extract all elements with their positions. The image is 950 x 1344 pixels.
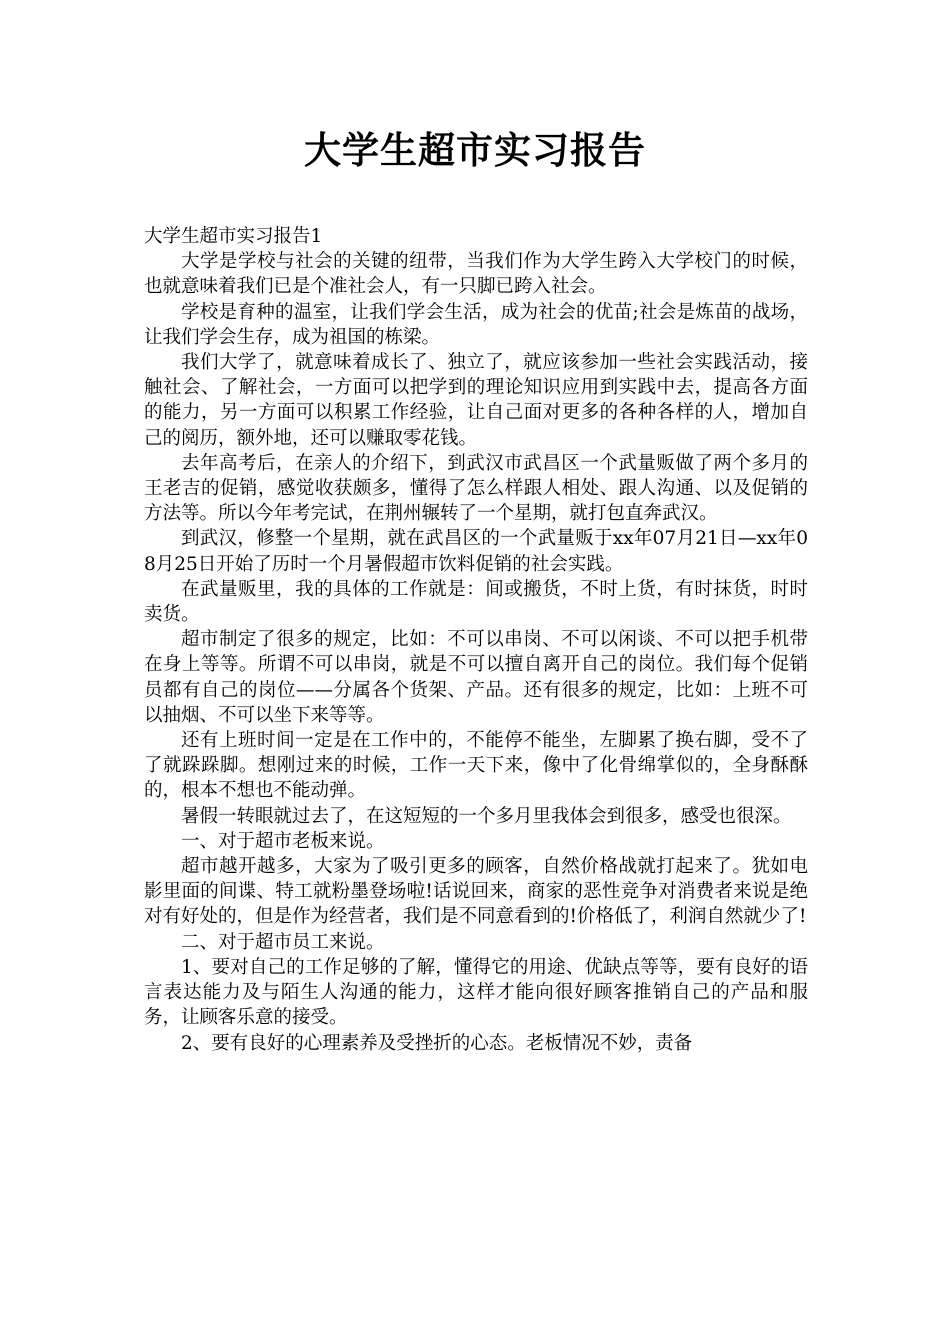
section-heading: 大学生超市实习报告1 — [144, 226, 323, 247]
paragraph-9: 暑假一转眼就过去了，在这短短的一个多月里我体会到很多，感受也很深。 — [181, 805, 792, 827]
paragraph-5: 到武汉，修整一个星期，就在武昌区的一个武量贩于xx年07月21日—xx年08月25日开始了历时一个月暑假超市饮料促销的社会实践。 — [144, 528, 808, 575]
paragraph-1: 大学是学校与社会的关键的纽带，当我们作为大学生跨入大学校门的时候，也就意味着我们已是个准社会人，有一只脚已跨入社会。 — [144, 251, 808, 298]
paragraph-11: 超市越开越多，大家为了吸引更多的顾客，自然价格战就打起来了。犹如电影里面的间谍、特工就粉墨登场啦!话说回来，商家的恶性竞争对消费者来说是绝对有好处的，但是作为经营者，我们是不同意看到的!价格低了，利润自然就少了! — [144, 856, 808, 928]
paragraph-13: 1、要对自己的工作足够的了解，懂得它的用途、优缺点等等，要有良好的语言表达能力及与陌生人沟通的能力，这样才能向很好顾客推销自己的产品和服务，让顾客乐意的接受。 — [144, 956, 808, 1029]
paragraph-14: 2、要有良好的心理素养及受挫折的心态。老板情况不妙，责备 — [181, 1032, 693, 1054]
paragraph-2: 学校是育种的温室，让我们学会生活，成为社会的优苗;社会是炼苗的战场，让我们学会生存，成为祖国的栋梁。 — [144, 301, 808, 348]
paragraph-3: 我们大学了，就意味着成长了、独立了，就应该参加一些社会实践活动，接触社会、了解社会，一方面可以把学到的理论知识应用到实践中去，提高各方面的能力，另一方面可以积累工作经验，让自己面对更多的各种各样的人，增加自己的阅历，额外地，还可以赚取零花钱。 — [144, 352, 808, 449]
document-body — [144, 224, 808, 1056]
heading-owner: 一、对于超市老板来说。 — [181, 830, 385, 852]
paragraph-7: 超市制定了很多的规定，比如：不可以串岗、不可以闲谈、不可以把手机带在身上等等。所谓不可以串岗，就是不可以擅自离开自己的岗位。我们每个促销员都有自己的岗位——分属各个货架、产品。还有很多的规定，比如：上班不可以抽烟、不可以坐下来等等。 — [144, 629, 808, 726]
document-title: 大学生超市实习报告 — [304, 129, 646, 172]
heading-staff: 二、对于超市员工来说。 — [181, 931, 385, 953]
paragraph-6: 在武量贩里，我的具体的工作就是：间或搬货，不时上货，有时抹货，时时卖货。 — [144, 578, 808, 626]
paragraph-4: 去年高考后，在亲人的介绍下，到武汉市武昌区一个武量贩做了两个多月的王老吉的促销，感觉收获颇多，懂得了怎么样跟人相处、跟人沟通、以及促销的方法等。所以今年考完试，在荆州辗转了一个星期，就打包直奔武汉。 — [144, 452, 808, 525]
paragraph-8: 还有上班时间一定是在工作中的，不能停不能坐，左脚累了换右脚，受不了了就跺跺脚。想刚过来的时候，工作一天下来，像中了化骨绵掌似的，全身酥酥的，根本不想也不能动弹。 — [144, 730, 808, 802]
